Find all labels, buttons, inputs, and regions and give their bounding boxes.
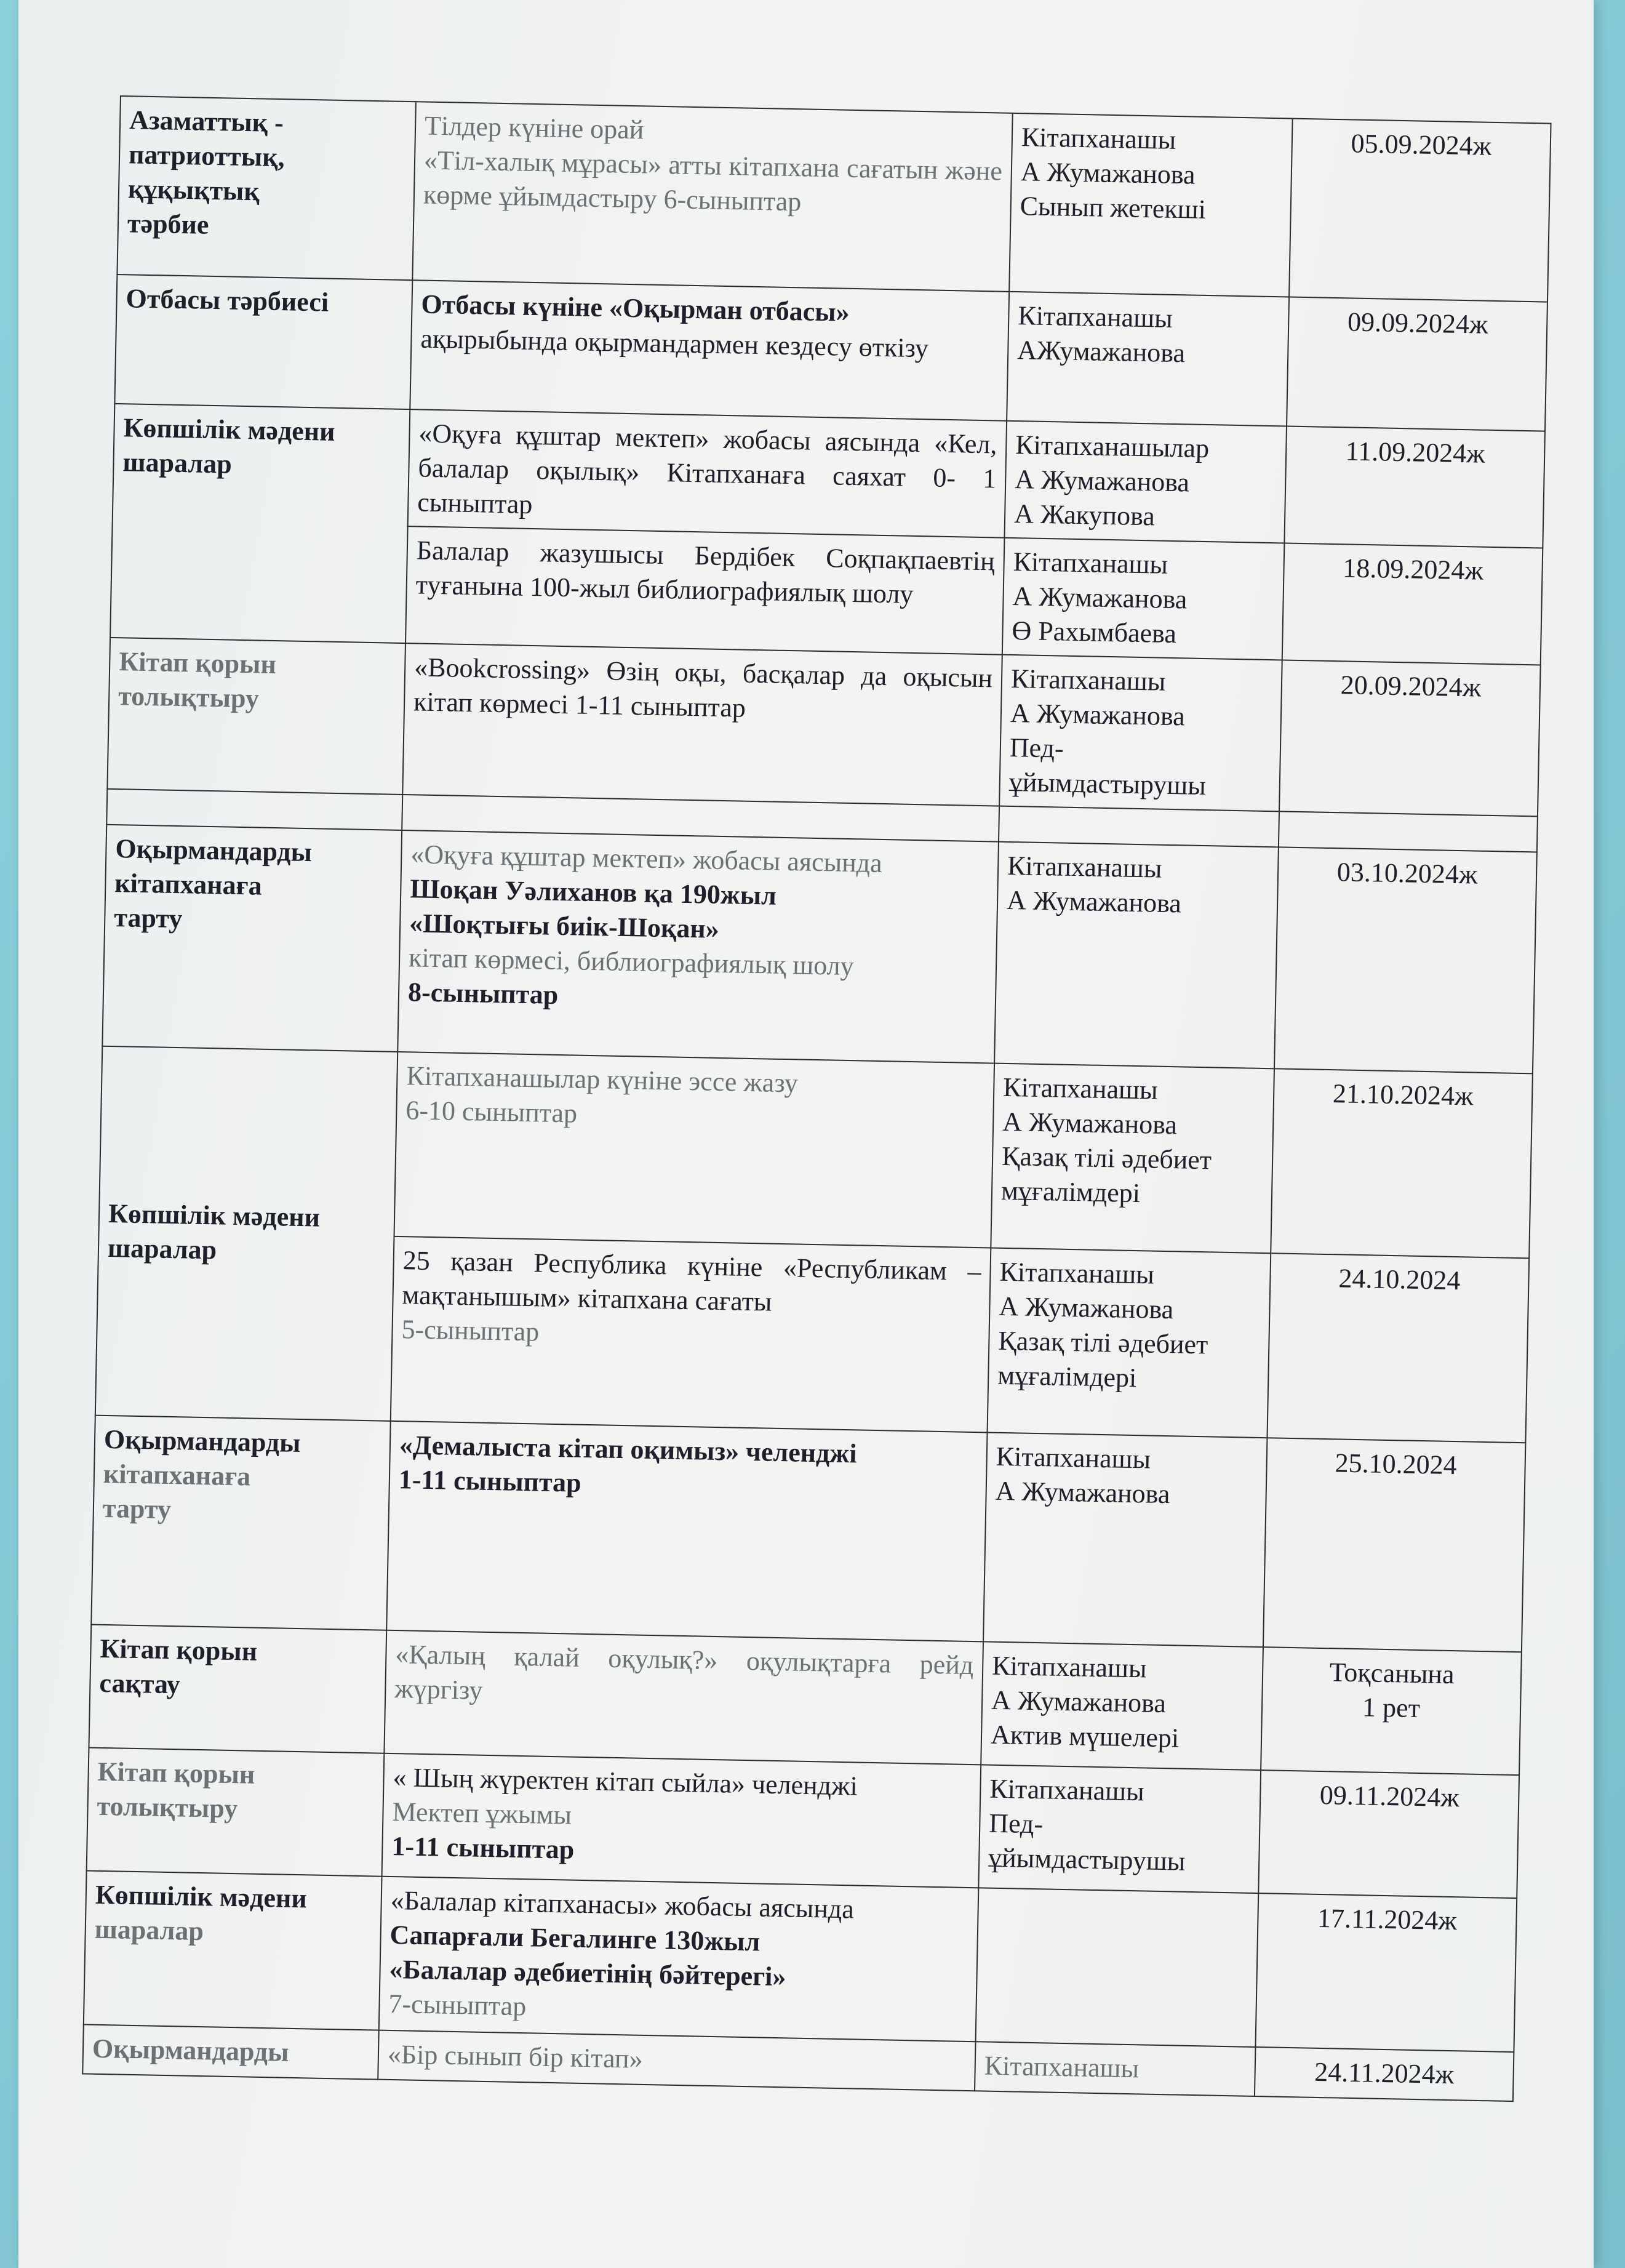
category-cell: Оқырмандарды кітапханаға тарту — [91, 1416, 390, 1630]
date-cell: 24.10.2024 — [1267, 1253, 1529, 1443]
table-row — [107, 638, 1540, 817]
date-cell: 20.09.2024ж — [1279, 660, 1541, 816]
date-cell: Тоқсанына 1 рет — [1261, 1647, 1522, 1775]
event-cell: «Оқуға құштар мектеп» жобасы аясында Шоқан Уәлиханов қа 190жыл «Шоқтығы биік-Шоқан» кітап көрмесі, библиографиялық шолу 8-сыныптар — [397, 830, 999, 1064]
date-cell: 21.10.2024ж — [1271, 1068, 1533, 1258]
category-cell: Көпшілік мәдени шаралар — [110, 404, 410, 643]
event-cell: «Оқуға құштар мектеп» жобасы аясында «Кел, балалар оқылық» Кітапханаға саяхат 0- 1 сыныптар — [408, 409, 1007, 538]
responsible-cell — [976, 1888, 1259, 2047]
document-page — [82, 95, 1550, 2102]
date-cell: 25.10.2024 — [1263, 1438, 1525, 1652]
category-cell: Көпшілік мәдени шаралар — [84, 1870, 382, 2030]
table-row — [91, 1416, 1525, 1653]
responsible-cell: Кітапханашы А Жумажанова Актив мүшелері — [981, 1641, 1263, 1770]
date-cell: 03.10.2024ж — [1274, 847, 1537, 1073]
event-cell: «Демалыста кітап оқимыз» челенджі 1-11 сыныптар — [386, 1421, 987, 1642]
event-cell: «Bookcrossing» Өзің оқы, басқалар да оқысын кітап көрмесі 1-11 сыныптар — [402, 643, 1002, 806]
event-plan-table — [82, 95, 1551, 2102]
category-cell: Көпшілік мәдени шаралар — [95, 1046, 397, 1421]
date-cell: 24.11.2024ж — [1255, 2047, 1514, 2101]
category-cell: Кітап қорын толықтыру — [107, 638, 405, 795]
responsible-cell: Кітапханашылар А Жумажанова А Жакупова — [1004, 421, 1287, 543]
category-cell: Оқырмандарды кітапханаға тарту — [102, 825, 402, 1052]
table-row — [84, 1870, 1517, 2052]
date-cell: 17.11.2024ж — [1255, 1893, 1517, 2052]
responsible-cell: Кітапханашы А Жумажанова Ө Рахымбаева — [1002, 538, 1285, 660]
empty-cell — [999, 806, 1279, 847]
category-cell: Оқырмандарды — [82, 2024, 378, 2079]
responsible-cell: Кітапханашы Пед- ұйымдастырушы — [978, 1765, 1261, 1893]
table-row — [102, 825, 1536, 1074]
date-cell: 11.09.2024ж — [1284, 426, 1545, 548]
category-cell: Кітап қорын сақтау — [89, 1625, 386, 1753]
table-row — [117, 96, 1551, 302]
responsible-cell: Кітапханашы А Жумажанова — [983, 1432, 1267, 1647]
table-row — [99, 1046, 1533, 1259]
event-cell: « Шың жүректен кітап сыйла» челенджі Мектеп ұжымы 1-11 сыныптар — [382, 1753, 981, 1888]
event-cell: «Қалың қалай оқулық?» оқулықтарға рейд жүргізу — [384, 1630, 983, 1765]
responsible-cell: Кітапханашы А Жумажанова Қазақ тілі әдебиет мұғалімдері — [991, 1064, 1274, 1254]
responsible-cell: Кітапханашы А Жумажанова Сынып жетекші — [1009, 113, 1292, 297]
date-cell: 18.09.2024ж — [1282, 543, 1543, 665]
event-cell: Кітапханашылар күніне эссе жазу 6-10 сыныптар — [394, 1052, 994, 1248]
event-cell: «Балалар кітапханасы» жобасы аясында Сапарғали Бегалинге 130жыл «Балалар әдебиетінің бәйтерегі» 7-сыныптар — [379, 1877, 979, 2042]
event-cell: «Бір сынып бір кітап» — [378, 2030, 975, 2091]
event-cell: Отбасы күніне «Оқырман отбасы» ақырыбында оқырмандармен кездесу өткізу — [410, 280, 1009, 421]
date-cell: 05.09.2024ж — [1289, 119, 1551, 302]
empty-cell — [106, 789, 402, 830]
category-cell: Азаматтық - патриоттық, құқықтық тәрбие — [117, 96, 415, 280]
date-cell: 09.09.2024ж — [1287, 297, 1547, 431]
category-cell: Кітап қорын толықтыру — [87, 1748, 385, 1877]
event-cell: Тілдер күніне орай «Тіл-халық мұрасы» атты кітапхана сағатын және көрме ұйымдастыру 6-сыныптар — [412, 102, 1012, 292]
category-cell: Отбасы тәрбиесі — [114, 274, 412, 409]
responsible-cell: Кітапханашы АЖумажанова — [1007, 292, 1289, 427]
responsible-cell: Кітапханашы А Жумажанова — [994, 842, 1279, 1069]
event-cell: 25 қазан Республика күніне «Республикам – мақтанышым» кітапхана сағаты 5-сыныптар — [391, 1236, 991, 1433]
empty-cell — [1279, 811, 1538, 852]
responsible-cell: Кітапханашы — [975, 2042, 1255, 2096]
responsible-cell: Кітапханашы А Жумажанова Қазақ тілі әдебиет мұғалімдері — [988, 1248, 1271, 1438]
date-cell: 09.11.2024ж — [1258, 1770, 1519, 1898]
responsible-cell: Кітапханашы А Жумажанова Пед- ұйымдастырушы — [999, 655, 1282, 812]
event-cell: Балалар жазушысы Бердібек Соқпақпаевтің туғанына 100-жыл библиографиялық шолу — [405, 526, 1004, 655]
